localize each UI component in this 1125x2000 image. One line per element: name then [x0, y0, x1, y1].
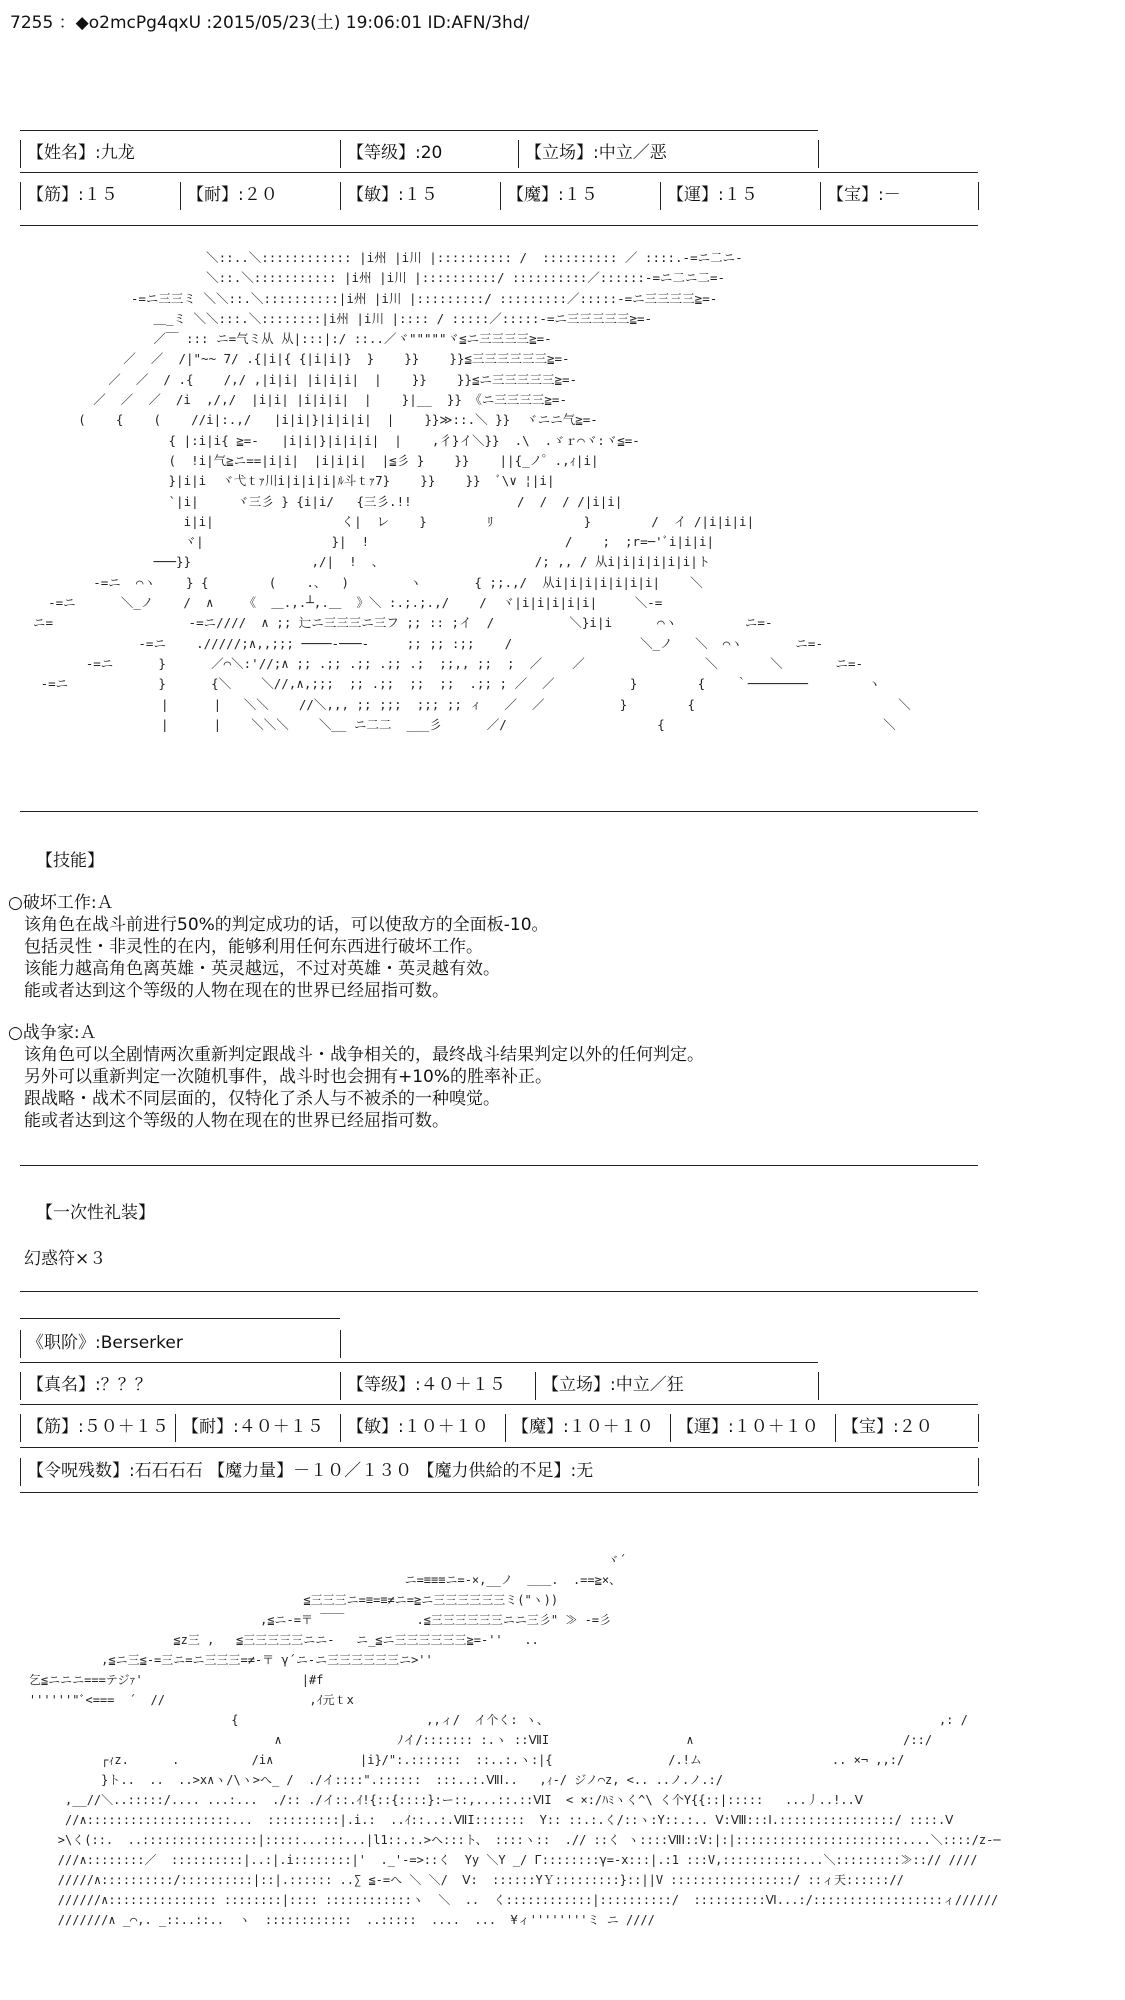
skill-line: 能或者达到这个等级的人物在现在的世界已经屈指可数。 — [24, 981, 449, 1001]
skill-line: 能或者达到这个等级的人物在现在的世界已经屈指可数。 — [24, 1111, 449, 1131]
command-seals-mana-cell: 【令呪残数】:石石石石 【魔力量】－１０／１３０ 【魔力供給的不足】:无 — [20, 1458, 978, 1486]
servant1-alignment-cell: 【立场】:中立／恶 — [518, 140, 818, 168]
table-rule — [20, 1404, 978, 1405]
skill-line: 跟战略・战术不同层面的，仅特化了杀人与不被杀的一种嗅觉。 — [24, 1089, 500, 1109]
servant1-name-cell: 【姓名】:九龙 — [20, 140, 340, 168]
servant1-row2 — [20, 182, 978, 210]
table-rule — [20, 1318, 340, 1319]
table-rule — [20, 1492, 978, 1493]
cell-divider — [818, 140, 819, 168]
table-rule — [20, 1447, 978, 1448]
stat-end: 【耐】:２０ — [180, 182, 340, 210]
stat-agi: 【敏】:１０＋１０ — [340, 1414, 505, 1442]
ascii-art-portrait: ＼::..＼:::::::::::: |i州 |i川 |:::::::::: / :::::::::: ／ ::::.-=ニ二ニ- ＼::.＼::::::::::: |i州 |i川 |::::::::::/ ::::::::::／::::::-=ニ二ニ二=- -=ニ三三ミ ＼＼::.＼::::::::::|i州 |i川 |:::::::::/ :::::::::／:::::-=ニ三三三三≧=- ＿_ミ ＼＼:::.＼::::::::|i州 |i川 |:::: / :::::／:::::-=ニ三三三三三≧=- ／￣ ::: ニ=气ミ从 从|:::|:/ ::..／ヾ"""""ヾ≦ニ三三三三≧=- ／ ／ /|"~~ 7/ .{|i|{ {|i|i|} } }} }}≦三三三三三三≧=- ／ ／ / .{ /,/ ,|i|i| |i|i|i| | }} }}≦ニ三三三三三≧=- ／ ／ ／ /i ,/,/ |i|i| |i|i|i| | }|__ }} 《ニ三三三三≧=- ( { ( //i|:.,/ |i|i|}|i|i|i| | }}≫::.＼ }} ヾニニ气≧=- { |:i|i{ ≧=- |i|i|}|i|i|i| | ,彳}イ＼}} .\ .ゞｒ⌒ヾ:ヾ≦=- ( !i|气≧ニ==|i|i| |i|i|i| |≦彡 } }} ||{_ノ゜.,ｨ|i| }|i|i ヾ弋ｔｧ川i|i|i|i|ﾙ斗ｔｧ7} }} }} ﾞ\∨ ¦|i| `|i| ヾ三彡 } {i|i/ {三彡.!! / / / /|i|i| i|i| く| レ } ﾘ } / イ /|i|i|i| ヾ| }| ! / ; ;r=─'ﾞi|i|i| ───}} ,/| ! 、 /; ,, / 从i|i|i|i|i|i|ト -=ニ ⌒ヽ } { ( .、 ) ヽ { ;;.,/ 从i|i|i|i|i|i|i| ＼ -=ニ ＼_ノ / ∧ 《 ＿.,.┴,.＿ 》＼ :.;.;.,/ / ヾ|i|i|i|i|i| ＼-= ニ= -=ニ//// ∧ ;; 辷ニ三三三ニ三フ ;; :: ;イ / ＼}i|i ⌒ヽ ニ=- -=ニ ./////;∧,,;;; ────-───- ;; ;; :;; / ＼_ノ ＼ ⌒ヽ ニ=- -=ニ } ／⌒＼:'//;∧ ;; .;; .;; .;; .; ;;,, ;; ; ／ ／ ＼ ＼ ニ=- -=ニ } {＼ ＼//,∧,;;; ;; .;; ;; ;; .;; ; ／ ／ } { ｀──────── ヽ | | ＼＼ //＼,,, ;; ;;; ;;; ;; ィ ／ ／ } { ＼ | | ＼＼＼ ＼__ ニ二二 ___彡 ／/ { ＼ — [33, 250, 911, 732]
stat-luck: 【運】:１５ — [660, 182, 820, 210]
servant2-class-cell: 《职阶》:Berserker — [20, 1330, 340, 1358]
mystic-code-title: 【一次性礼装】 — [36, 1203, 155, 1223]
stat-agi: 【敏】:１５ — [340, 182, 500, 210]
table-rule — [20, 172, 978, 173]
section-divider — [20, 1165, 978, 1166]
skill-block — [8, 1022, 704, 1132]
skill-block — [8, 892, 549, 1002]
skill-line: 包括灵性・非灵性的在内，能够利用任何东西进行破坏工作。 — [24, 937, 483, 957]
cell-divider — [978, 182, 979, 210]
servant2-row1 — [20, 1372, 818, 1400]
stat-mag: 【魔】:１５ — [500, 182, 660, 210]
table-rule — [20, 1362, 818, 1363]
skill-name: ○战争家:Ａ — [8, 1023, 97, 1043]
skill-line: 该角色在战斗前进行50%的判定成功的话，可以使敌方的全面板-10。 — [24, 915, 549, 935]
servant2-truename-cell: 【真名】:？？？ — [20, 1372, 340, 1400]
post-header: 7255 ：◆o2mcPg4qxU :2015/05/23(土) 19:06:01 ID:AFN/3hd/ — [10, 13, 530, 33]
table-rule — [20, 130, 818, 131]
section-divider — [20, 811, 978, 812]
skill-line: 该角色可以全剧情两次重新判定跟战斗・战争相关的，最终战斗结果判定以外的任何判定。 — [24, 1045, 704, 1065]
servant2-class-row — [20, 1330, 360, 1358]
skills-title: 【技能】 — [36, 851, 104, 871]
stat-end: 【耐】:４０＋１５ — [175, 1414, 340, 1442]
cell-divider — [818, 1372, 819, 1400]
cell-divider — [978, 1458, 979, 1486]
stat-np: 【宝】:２０ — [835, 1414, 978, 1442]
table-rule — [20, 1291, 978, 1292]
cell-divider — [340, 1330, 341, 1358]
skill-line: 另外可以重新判定一次随机事件，战斗时也会拥有+10%的胜率补正。 — [24, 1067, 553, 1087]
servant2-level-cell: 【等级】:４０＋１５ — [340, 1372, 535, 1400]
servant1-row1 — [20, 140, 818, 168]
stat-np: 【宝】:－ — [820, 182, 978, 210]
stat-mag: 【魔】:１０＋１０ — [505, 1414, 670, 1442]
stat-str: 【筋】:５０＋１５ — [20, 1414, 175, 1442]
servant2-row2 — [20, 1414, 978, 1442]
skill-line: 该能力越高角色离英雄・英灵越远，不过对英雄・英灵越有效。 — [24, 959, 500, 979]
ascii-art-berserker: ヾ´ ニ=≡≡≡ニ=-×,__ノ ＿＿. .==≧×、 ≦三三三ニ=≡=≡≠ニ=≧ニ三三三三三三ミ("ヽ)) ,≦ニ-=〒 ￣￣ .≦三三三三三三ニニ三彡" ≫ -=彡 ≦z三 , ≦三三三三三ニニ- ニ_≦ニ三三三三三三≧=-'' .. ,≦ニ三≦-=三ニ=ニ三三三=≠-〒 γ´ニ-ニ三三三三三三ニ>'' 乞≦ニニニ===テジｧ' |#f ''''''"ﾞ<=== ´ // ,ｲ元ｔx { ,,ィ/ イ个く: ヽ、 ,: / ∧ ﾉイ/::::::: :.ヽ ::ⅦI ∧ /::/ ┌ｨz. . /i∧ |i}/":.::::::: ::..:.ヽ:|{ /.!ム .. ×¬ ,,:/ }ト.. .. ..>x∧ヽ/\ヽ>へ_ / ./イ::::".:::::: :::..:.ⅦⅠ.. ,ｨ-/ ジノ⌒z, <.. ..ノ.ノ.:/ ,__//＼..:::::/.... ...:... ./:: ./イ::.ｲ!{::{::::}:ー::,...::.::ⅥI < ×:/ﾊﾐヽく^\ く个Y{{::|::::: ...丿..!..Ⅴ //∧::::::::::::::::::::... ::::::::::|.i.: ..ｲ::..:.ⅦI::::::: Y:: ::.:.く/::ヽ:Y::.:.. Ⅴ:Ⅷ:::Ⅰ.::::::::::::::::/ ::::.Ⅴ >\く(::. ..::::::::::::::::|:::::...:::...|l1::.:.>ヘ:::ト、 ::::ヽ:: .// ::く ヽ::::ⅦⅠ::V:|:|:::::::::::::::::::::::....＼::::/z-─ ///∧::::::::／ ::::::::::|..:|.i::::::::|' ._'-=>::く Yy ＼Y _/ Г::::::::γ=-x:::|.:1 :::V,:::::::::::...＼:::::::::≫::// //// /////∧::::::::::/::::::::::|::|.:::::: ..∑ ≦-=へ ＼ ＼/ Ⅴ: ::::::ΥＹ:::::::::}::||V :::::::::::::::::/ ::ィ天::::::// //////∧::::::::::::::: ::::::::|:::: ::::::::::::ヽ ＼ .. く::::::::::::|::::::::::/ ::::::::::Ⅵ...:/::::::::::::::::::ィ////// ///////∧ _⌒,. _::..::.. ヽ :::::::::::: ..::::: .... ... ¥ィ''''''''ミ ニ //// — [28, 1553, 1001, 1927]
stat-str: 【筋】:１５ — [20, 182, 180, 210]
mystic-code-item: 幻惑符×３ — [24, 1249, 107, 1269]
servant2-row3 — [20, 1458, 978, 1486]
skill-name: ○破坏工作:Ａ — [8, 893, 114, 913]
servant1-level-cell: 【等级】:20 — [340, 140, 518, 168]
cell-divider — [978, 1414, 979, 1442]
stat-luck: 【運】:１０＋１０ — [670, 1414, 835, 1442]
table-rule — [20, 225, 978, 226]
servant2-alignment-cell: 【立场】:中立／狂 — [535, 1372, 818, 1400]
